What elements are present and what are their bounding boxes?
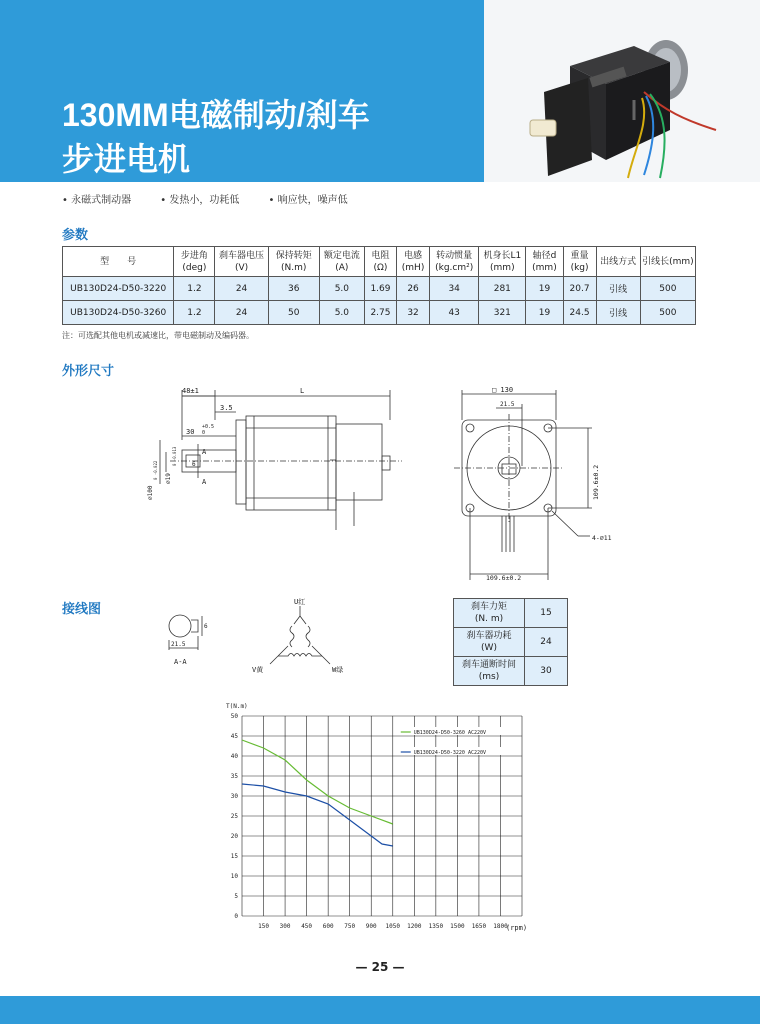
section-title-wiring: 接线图 [62, 602, 102, 617]
brake-table-row [454, 628, 568, 657]
table-cell: 2.75 [364, 301, 396, 325]
table-cell: 24 [215, 301, 268, 325]
chart-x-axis [258, 923, 508, 930]
x-tick-label: 1650 [471, 923, 487, 930]
torque-speed-chart [222, 698, 542, 938]
dim-a-bottom: A [202, 478, 207, 486]
dim-109-6-horizontal: 109.6±0.2 [486, 574, 522, 580]
brake-table [453, 598, 568, 686]
brake-label-cell: 刹车器功耗 (W) [454, 628, 525, 657]
y-tick-label: 30 [230, 793, 238, 800]
u-terminal-label: U红 [294, 598, 306, 606]
table-cell: 24.5 [563, 301, 596, 325]
dim-3-5: 3.5 [220, 404, 233, 412]
x-tick-label: 1800 [493, 923, 508, 930]
dim-100: ⌀100 [147, 485, 154, 500]
table-note: 注：可选配其他电机或减速比，带电磁制动及编码器。 [62, 331, 254, 340]
brake-label-cell: 刹车通断时间 (ms) [454, 657, 525, 686]
table-cell: 19 [526, 277, 563, 301]
header-cell: 重量 (kg) [563, 247, 596, 277]
table-cell: 50 [268, 301, 319, 325]
header-cell: 出线方式 [596, 247, 640, 277]
feature-item: • 永磁式制动器 [62, 195, 132, 206]
table-cell: 43 [430, 301, 479, 325]
page-title-line2: 步进电机 [62, 141, 191, 177]
x-tick-label: 450 [301, 923, 313, 930]
brake-table-row [454, 657, 568, 686]
header-banner [0, 0, 760, 182]
dim-100-tol: 0 -0.022 [153, 460, 158, 480]
brake-value-cell: 30 [525, 657, 568, 686]
dim-30-tol-top: +0.5 [202, 424, 215, 430]
v-terminal-label: V黄 [252, 666, 264, 674]
x-tick-label: 1200 [407, 923, 422, 930]
header-cell: 电阻 (Ω) [364, 247, 396, 277]
y-tick-label: 5 [234, 893, 238, 900]
y-tick-label: 40 [230, 753, 238, 760]
legend-label: UB130D24-D50-3220 AC220V [413, 750, 487, 756]
model-cell: UB130D24-D50-3260 [63, 301, 174, 325]
dim-30-tol-bot: 0 [202, 430, 206, 436]
brake-label-cell: 刹车力矩 (N. m) [454, 599, 525, 628]
header-cell: 保持转矩 (N.m) [268, 247, 319, 277]
chart-x-label: (rpm) [506, 924, 528, 932]
legend-label: UB130D24-D50-3260 AC220V [413, 730, 487, 736]
y-tick-label: 35 [230, 773, 238, 780]
table-cell: 引线 [596, 301, 640, 325]
dim-21-5: 21.5 [500, 401, 515, 408]
brake-value-cell: 15 [525, 599, 568, 628]
chart-y-axis [231, 713, 239, 920]
x-tick-label: 900 [365, 923, 377, 930]
header-cell: 转动惯量 (kg.cm²) [430, 247, 479, 277]
series-line [242, 740, 393, 824]
feature-list [62, 191, 374, 206]
table-cell: 500 [640, 301, 695, 325]
y-tick-label: 10 [230, 873, 238, 880]
table-cell: 281 [479, 277, 526, 301]
shaft-section-drawing [160, 606, 220, 670]
table-cell: 1.2 [174, 277, 215, 301]
header-cell: 步进角 (deg) [174, 247, 215, 277]
x-tick-label: 300 [279, 923, 291, 930]
page-title-line1: 130MM电磁制动/刹车 [62, 97, 370, 133]
header-cell: 刹车器电压 (V) [215, 247, 268, 277]
page-number: — 25 — [355, 960, 405, 974]
y-tick-label: 0 [234, 913, 238, 920]
table-cell: 20.7 [563, 277, 596, 301]
y-tick-label: 25 [230, 813, 238, 820]
dim-6: 6 [192, 461, 196, 468]
dim-48: 48±1 [182, 387, 199, 395]
shaft-label: A-A [174, 658, 187, 666]
table-cell: 26 [397, 277, 430, 301]
y-tick-label: 20 [230, 833, 238, 840]
dim-19: ⌀19 [165, 473, 172, 484]
dim-l: L [300, 387, 305, 395]
dim-holes: 4-⌀11 [592, 534, 612, 542]
spec-table-row [63, 277, 696, 301]
header-cell: 型 号 [63, 247, 174, 277]
dim-a-top: A [202, 448, 207, 456]
x-tick-label: 600 [322, 923, 334, 930]
front-view-drawing [440, 380, 630, 580]
dim-30: 30 [186, 428, 195, 436]
x-tick-label: 750 [344, 923, 356, 930]
shaft-dim-6: 6 [204, 623, 208, 630]
model-cell: UB130D24-D50-3220 [63, 277, 174, 301]
y-tick-label: 15 [230, 853, 238, 860]
table-cell: 1.69 [364, 277, 396, 301]
header-cell: 轴径d (mm) [526, 247, 563, 277]
table-cell: 24 [215, 277, 268, 301]
spec-table-row [63, 301, 696, 325]
side-view-drawing [140, 380, 420, 550]
x-tick-label: 150 [258, 923, 269, 930]
chart-grid [242, 716, 522, 916]
dim-19-tol: 0 -0.013 [172, 446, 177, 466]
table-cell: 36 [268, 277, 319, 301]
chart-legend [401, 727, 517, 756]
table-cell: 34 [430, 277, 479, 301]
section-title-dimensions: 外形尺寸 [62, 364, 115, 379]
x-tick-label: 1050 [385, 923, 400, 930]
feature-item: • 响应快，噪声低 [268, 195, 348, 206]
w-terminal-label: W绿 [332, 666, 344, 674]
table-cell: 5.0 [319, 277, 364, 301]
spec-table [62, 246, 696, 325]
dim-109-6-vertical: 109.6±0.2 [592, 464, 600, 500]
header-cell: 电感 (mH) [397, 247, 430, 277]
header-cell: 引线长(mm) [640, 247, 695, 277]
spec-table-header-row [63, 247, 696, 277]
feature-item: • 发热小，功耗低 [160, 195, 240, 206]
shaft-dim-21-5: 21.5 [171, 641, 186, 648]
table-cell: 321 [479, 301, 526, 325]
dim-130: □ 130 [492, 386, 514, 394]
brake-table-row [454, 599, 568, 628]
table-cell: 19 [526, 301, 563, 325]
header-cell: 机身长L1 (mm) [479, 247, 526, 277]
brake-value-cell: 24 [525, 628, 568, 657]
header-cell: 额定电流 (A) [319, 247, 364, 277]
chart-y-label: T(N.m) [226, 703, 248, 710]
table-cell: 1.2 [174, 301, 215, 325]
x-tick-label: 1350 [428, 923, 444, 930]
table-cell: 32 [397, 301, 430, 325]
y-tick-label: 45 [230, 733, 238, 740]
x-tick-label: 1500 [450, 923, 465, 930]
table-cell: 引线 [596, 277, 640, 301]
motor-photo [484, 0, 760, 182]
table-cell: 5.0 [319, 301, 364, 325]
winding-diagram [248, 594, 358, 678]
section-title-params: 参数 [62, 228, 89, 243]
y-tick-label: 50 [230, 713, 238, 720]
motor-illustration [484, 0, 760, 182]
footer-bar [0, 996, 760, 1024]
table-cell: 500 [640, 277, 695, 301]
